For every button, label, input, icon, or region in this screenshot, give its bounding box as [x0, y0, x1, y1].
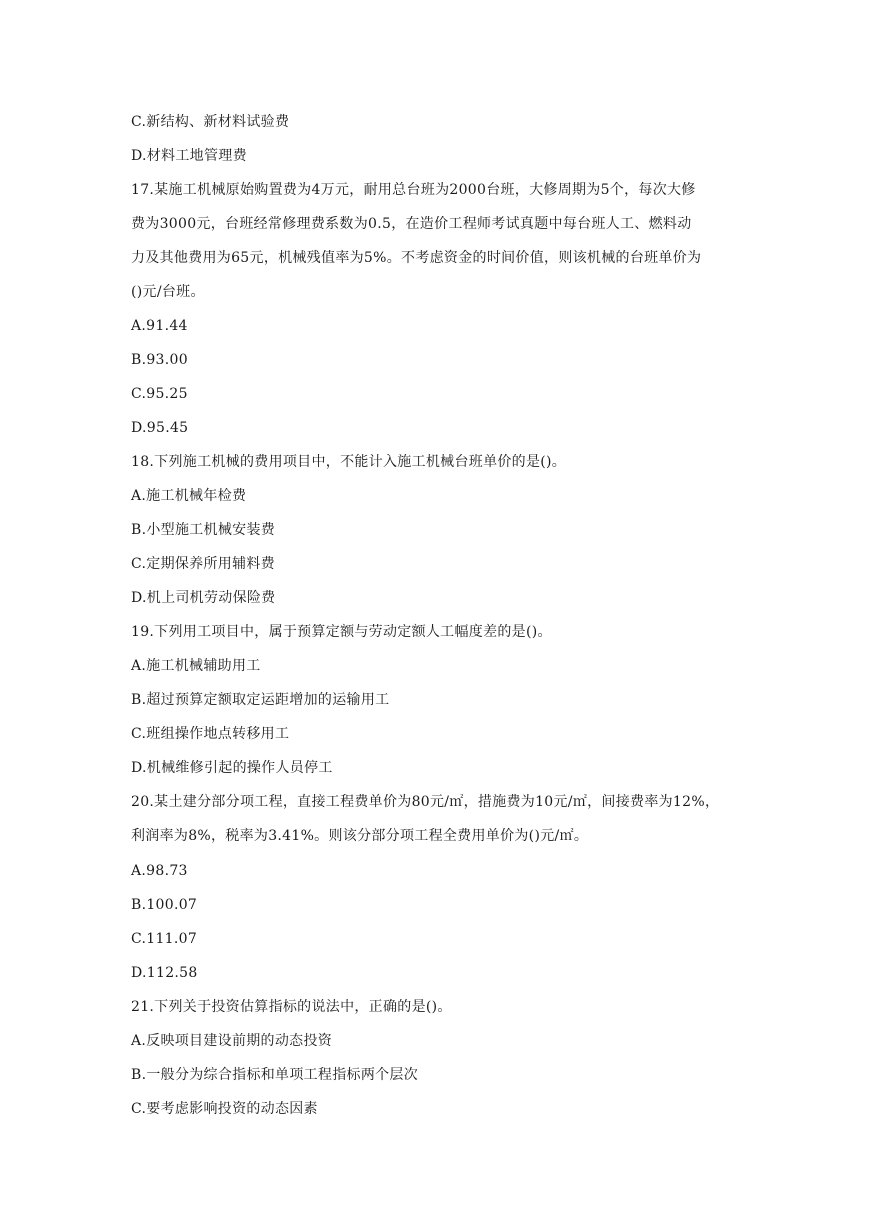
option-17a: A.91.44: [131, 318, 188, 334]
question-19: 19.下列用工项目中，属于预算定额与劳动定额人工幅度差的是()。: [131, 624, 552, 640]
option-20b: B.100.07: [131, 897, 198, 913]
question-17-line-2: 费为3000元，台班经常修理费系数为0.5，在造价工程师考试真题中每台班人工、燃料动: [131, 216, 692, 232]
option-21a: A.反映项目建设前期的动态投资: [131, 1033, 333, 1049]
option-21b: B.一般分为综合指标和单项工程指标两个层次: [131, 1067, 419, 1083]
option-20c: C.111.07: [131, 931, 198, 947]
question-20-line-1: 20.某土建分部分项工程，直接工程费单价为80元/㎡，措施费为10元/㎡，间接费率为12%，: [131, 794, 720, 810]
option-18a: A.施工机械年检费: [131, 488, 247, 504]
option-19d: D.机械维修引起的操作人员停工: [131, 760, 333, 776]
option-18c: C.定期保养所用辅料费: [131, 556, 275, 572]
question-18: 18.下列施工机械的费用项目中，不能计入施工机械台班单价的是()。: [131, 454, 567, 470]
option-16d: D.材料工地管理费: [131, 148, 247, 164]
option-18b: B.小型施工机械安装费: [131, 522, 276, 538]
option-20a: A.98.73: [131, 863, 188, 879]
option-19a: A.施工机械辅助用工: [131, 658, 261, 674]
option-20d: D.112.58: [131, 965, 198, 981]
question-17-line-1: 17.某施工机械原始购置费为4万元，耐用总台班为2000台班，大修周期为5个，每次大修: [131, 182, 696, 198]
question-17-line-4: ()元/台班。: [131, 284, 205, 300]
question-20-line-2: 利润率为8%，税率为3.41%。则该分部分项工程全费用单价为()元/㎡。: [131, 828, 589, 844]
option-19b: B.超过预算定额取定运距增加的运输用工: [131, 692, 390, 708]
question-17-line-3: 力及其他费用为65元，机械残值率为5%。不考虑资金的时间价值，则该机械的台班单价为: [131, 250, 702, 266]
option-16c: C.新结构、新材料试验费: [131, 114, 290, 130]
option-21c: C.要考虑影响投资的动态因素: [131, 1101, 318, 1117]
option-19c: C.班组操作地点转移用工: [131, 726, 290, 742]
option-17c: C.95.25: [131, 386, 188, 402]
question-21: 21.下列关于投资估算指标的说法中，正确的是()。: [131, 999, 452, 1015]
option-18d: D.机上司机劳动保险费: [131, 590, 276, 606]
option-17b: B.93.00: [131, 352, 188, 368]
option-17d: D.95.45: [131, 420, 189, 436]
